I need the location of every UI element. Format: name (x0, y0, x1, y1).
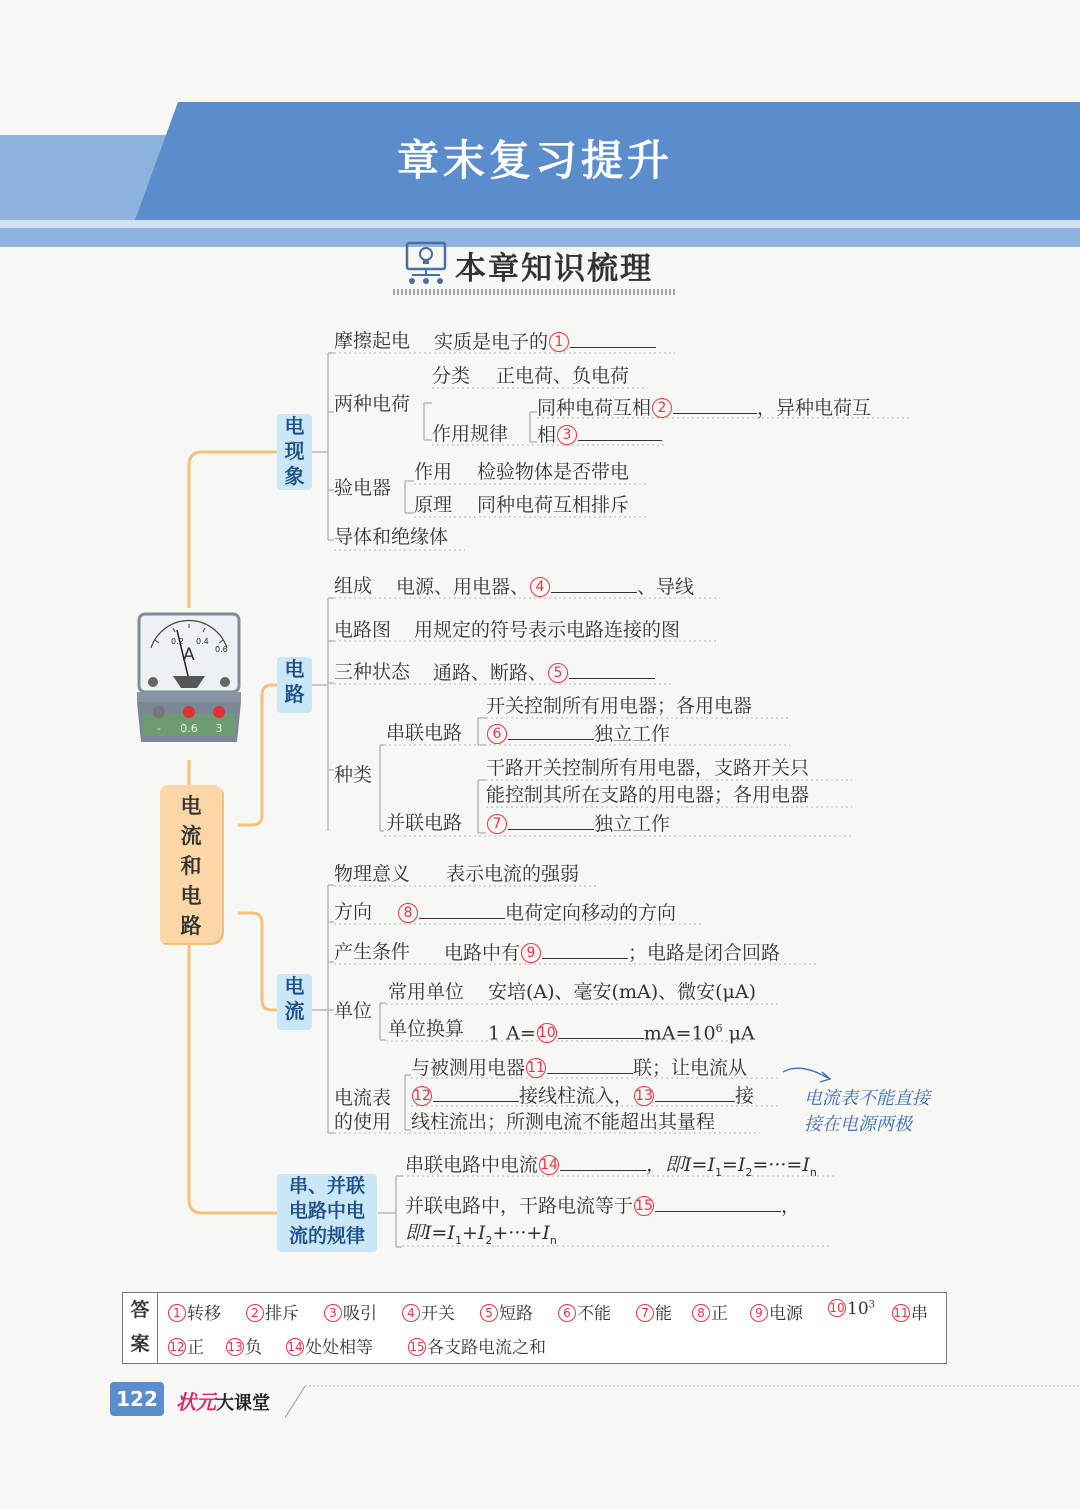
convert-row: 1 A= 10 $mA=10^6$ μA (488, 1022, 755, 1045)
answer-item: 7 能 (635, 1299, 672, 1324)
meter-scale-c: 0.6 (215, 645, 228, 654)
answer-item: 8 正 (691, 1299, 728, 1324)
answer-label: 答 案 (123, 1293, 158, 1363)
category-current: 电 流 (277, 974, 312, 1030)
ammeter-label-2: 的使用 (334, 1111, 392, 1133)
law-line2: 相 3 (537, 422, 662, 447)
category-series-parallel-rules: 串、并联 电路中电 流的规律 (277, 1174, 377, 1252)
main-topic-char: 流 (180, 824, 202, 848)
ammeter-label-1: 电流表 (334, 1087, 392, 1109)
states-label: 三种状态 (334, 661, 411, 683)
common-unit-label: 常用单位 (388, 981, 465, 1003)
ammeter-note-1: 电流表不能直接 (804, 1088, 930, 1109)
diagram-label: 电路图 (334, 619, 392, 641)
parallel-rule-line1: 并联电路中，干路电流等于 15 ， (405, 1195, 801, 1217)
brand-logo: 状元 (176, 1390, 216, 1414)
compose-row: 电源、用电器、 4 、导线 (396, 576, 695, 598)
classify-label: 分类 (432, 365, 471, 387)
direction-label: 方向 (334, 901, 373, 923)
convert-label: 单位换算 (388, 1018, 465, 1040)
friction-label: 摩擦起电 (334, 330, 411, 352)
meter-label: A (183, 645, 195, 665)
parallel-line1: 干路开关控制所有用电器，支路开关只 (486, 757, 810, 779)
friction-row: 实质是电子的 1 (434, 329, 656, 354)
answer-item: 5 短路 (479, 1299, 533, 1324)
states-row: 通路、断路、 5 (433, 660, 655, 685)
use-label: 作用 (414, 461, 453, 483)
main-topic-char: 电 (180, 794, 202, 818)
series-line2: 6 独立工作 (486, 721, 670, 746)
answer-item: 3 吸引 (323, 1299, 377, 1324)
answer-item: 9 电源 (749, 1299, 803, 1324)
series-label: 串联电路 (386, 722, 463, 744)
page-title: 章末复习提升 (396, 136, 673, 185)
main-topic (160, 785, 222, 943)
answer-item: 6 不能 (557, 1299, 611, 1324)
parallel-line3: 7 独立工作 (486, 811, 670, 836)
answer-item: 12 正 (169, 1338, 204, 1358)
answer-item: 13 负 (227, 1338, 262, 1358)
series-rule: 串联电路中电流 14 ，即$I=I_1=I_2=\cdot\cdot\cdot=I_n$ (405, 1154, 817, 1179)
ammeter-note-2: 接在电源两极 (804, 1114, 912, 1135)
principle-text: 同种电荷互相排斥 (477, 494, 630, 516)
answer-item: 15 各支路电流之和 (409, 1338, 546, 1358)
meter-terminal-minus: - (157, 722, 161, 735)
main-topic-char: 和 (180, 854, 202, 878)
category-electric-phenomena: 电 现 象 (277, 414, 312, 490)
direction-row: 8 电荷定向移动的方向 (397, 900, 676, 925)
unit-label: 单位 (334, 1000, 373, 1022)
condition-label: 产生条件 (334, 941, 411, 963)
answer-item: 2 排斥 (245, 1299, 299, 1324)
types-label: 种类 (334, 764, 373, 786)
conductor-label: 导体和绝缘体 (334, 526, 449, 548)
ammeter-line3: 线柱流出；所测电流不能超出其量程 (411, 1111, 716, 1133)
use-text: 检验物体是否带电 (477, 461, 630, 483)
parallel-rule-line2: 即$I=I_1+I_2+\cdot\cdot\cdot+I_n$ (405, 1222, 557, 1247)
answer-box (122, 1292, 947, 1364)
condition-row: 电路中有 9 ；电路是闭合回路 (444, 942, 781, 964)
principle-label: 原理 (414, 494, 453, 516)
meaning-label: 物理意义 (334, 863, 411, 885)
series-line1: 开关控制所有用电器；各用电器 (486, 695, 753, 717)
law-label: 作用规律 (432, 423, 509, 445)
answer-item: 14 处处相等 (287, 1338, 373, 1358)
answer-item: 11 串 (893, 1304, 928, 1324)
meter-terminal-3: 3 (215, 722, 223, 735)
ammeter-line1: 与被测用电器 11 联；让电流从 (411, 1057, 748, 1079)
answer-item: 10 $10^3$ (829, 1299, 876, 1319)
diagram-text: 用规定的符号表示电路连接的图 (414, 619, 681, 641)
electroscope-label: 验电器 (334, 477, 392, 499)
two-charges-label: 两种电荷 (334, 393, 411, 415)
common-unit-text: 安培(A)、毫安(mA)、微安(μA) (488, 981, 757, 1003)
compose-label: 组成 (334, 575, 373, 597)
brand (176, 1386, 270, 1415)
main-topic-char: 路 (180, 914, 202, 938)
answer-item: 4 开关 (401, 1299, 455, 1324)
meter-scale-a: 0.2 (171, 637, 184, 646)
parallel-line2: 能控制其所在支路的用电器；各用电器 (486, 784, 810, 806)
page-number: 122 (110, 1382, 164, 1416)
meter-terminal-06: 0.6 (180, 722, 198, 735)
law-line1: 同种电荷互相 2 ，异种电荷互 (537, 397, 872, 419)
ammeter-illustration (133, 610, 245, 760)
ammeter-line2: 12 接线柱流入， 13 接 (413, 1085, 755, 1107)
main-topic-char: 电 (180, 884, 202, 908)
section-title: 本章知识梳理 (455, 251, 653, 287)
classify-text: 正电荷、负电荷 (496, 365, 630, 387)
parallel-label: 并联电路 (386, 812, 463, 834)
meaning-text: 表示电流的强弱 (446, 863, 580, 885)
category-circuit: 电 路 (277, 657, 312, 713)
answer-item: 1 转移 (167, 1299, 221, 1324)
brand-text: 大课堂 (216, 1393, 270, 1414)
footer-rule (285, 1384, 1080, 1420)
meter-scale-b: 0.4 (196, 637, 209, 646)
